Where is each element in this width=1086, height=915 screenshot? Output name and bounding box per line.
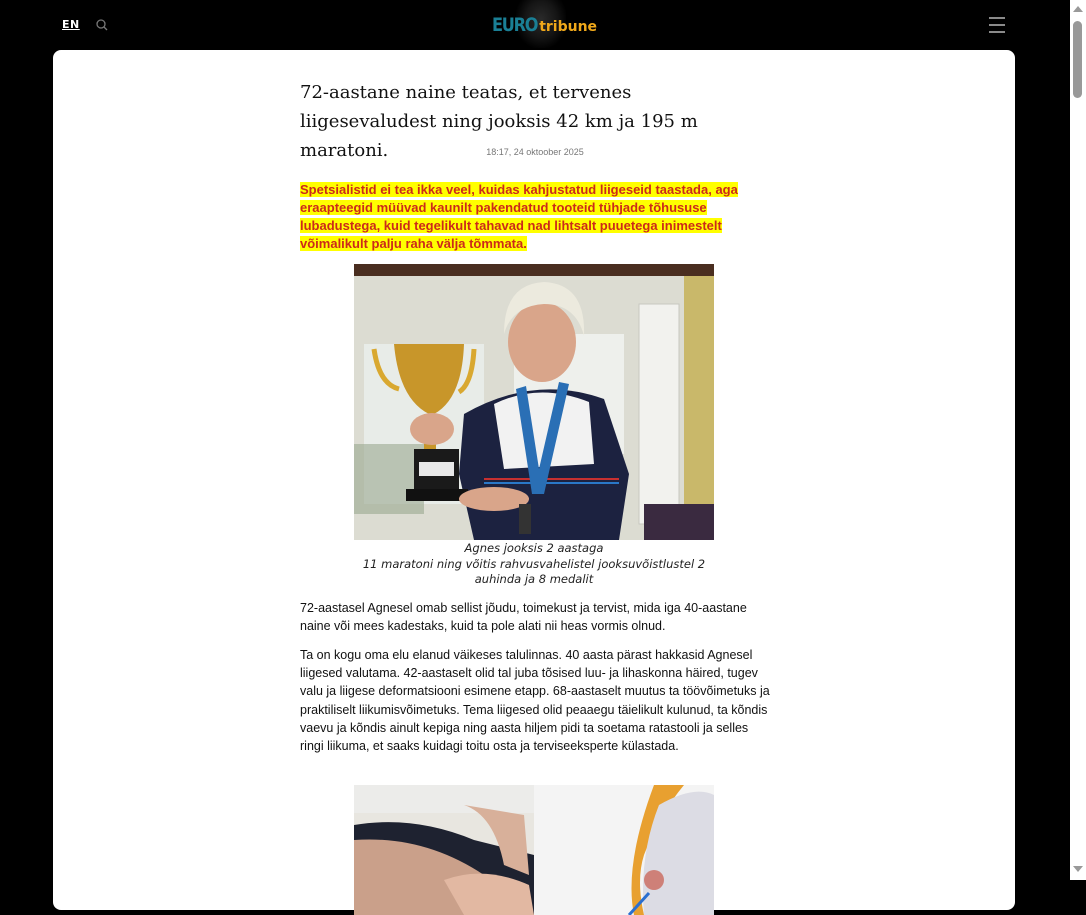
article-card — [53, 50, 1015, 910]
article-title: 72-aastane naine teatas, et tervenes liigesevaludest ning jooksis 42 km ja 195 m maratoni. — [300, 82, 698, 161]
vertical-scrollbar[interactable] — [1070, 0, 1086, 880]
hamburger-menu-icon[interactable] — [989, 17, 1005, 33]
caption-line-1: Agnes jooksis 2 aastaga — [464, 541, 604, 555]
article-lead-text: Spetsialistid ei tea ikka veel, kuidas kahjustatud liigeseid taastada, aga eraapteegid müüvad kaunilt pakendatud tooteid tühjade tõhususe lubadustega, kuid tegelikult tahavad nad lihtsalt puuetega inimestelt võimalikult palju raha välja tõmmata. — [300, 182, 738, 251]
site-logo[interactable] — [480, 0, 604, 48]
trophy-photo-illustration — [354, 264, 714, 540]
scrollbar-thumb[interactable] — [1073, 21, 1082, 98]
article-image-knee — [354, 785, 714, 915]
language-switch[interactable]: EN — [62, 18, 80, 31]
article-lead — [300, 181, 760, 253]
article-paragraph: 72-aastasel Agnesel omab sellist jõudu, toimekust ja tervist, mida iga 40-aastane naine või mees kadestaks, kuid ta pole alati nii heas vormis olnud. — [300, 601, 747, 634]
search-icon[interactable] — [96, 19, 108, 31]
logo-tribune-text: tribune — [539, 19, 598, 35]
scroll-up-arrow-icon[interactable] — [1073, 6, 1083, 12]
image-caption — [354, 541, 714, 588]
top-navigation-bar — [0, 0, 1070, 50]
article-image-trophy — [354, 264, 714, 540]
caption-line-2: 11 maratoni ning võitis rahvusvahelistel jooksuvõistlustel 2 auhinda ja 8 medalit — [362, 556, 706, 586]
article-date: 18:17, 24 oktoober 2025 — [486, 147, 584, 157]
article-paragraph: Ta on kogu oma elu elanud väikeses talulinnas. 40 aasta pärast hakkasid Agnesel liigesed valutama. 42-aastaselt olid tal juba tõsised luu- ja lihaskonna häired, tugev valu ja liigese deformatsiooni esimene etapp. 68-aastaselt muutus ta töövõimetuks ja praktiliselt liikumisvõimetuks. Tema liigesed olid peaaegu täielikult kulunud, ta kõndis vaevu ja kõndis ainult kepiga ning aasta hiljem pidi ta soetama ratastooli ja selles ringi liikuma, et saaks kuidagi toitu osta ja terviseeksperte külastada. — [300, 648, 770, 754]
logo-euro-text: EURO — [492, 14, 538, 36]
scroll-down-arrow-icon[interactable] — [1073, 866, 1083, 872]
knee-photo-illustration — [354, 785, 714, 915]
